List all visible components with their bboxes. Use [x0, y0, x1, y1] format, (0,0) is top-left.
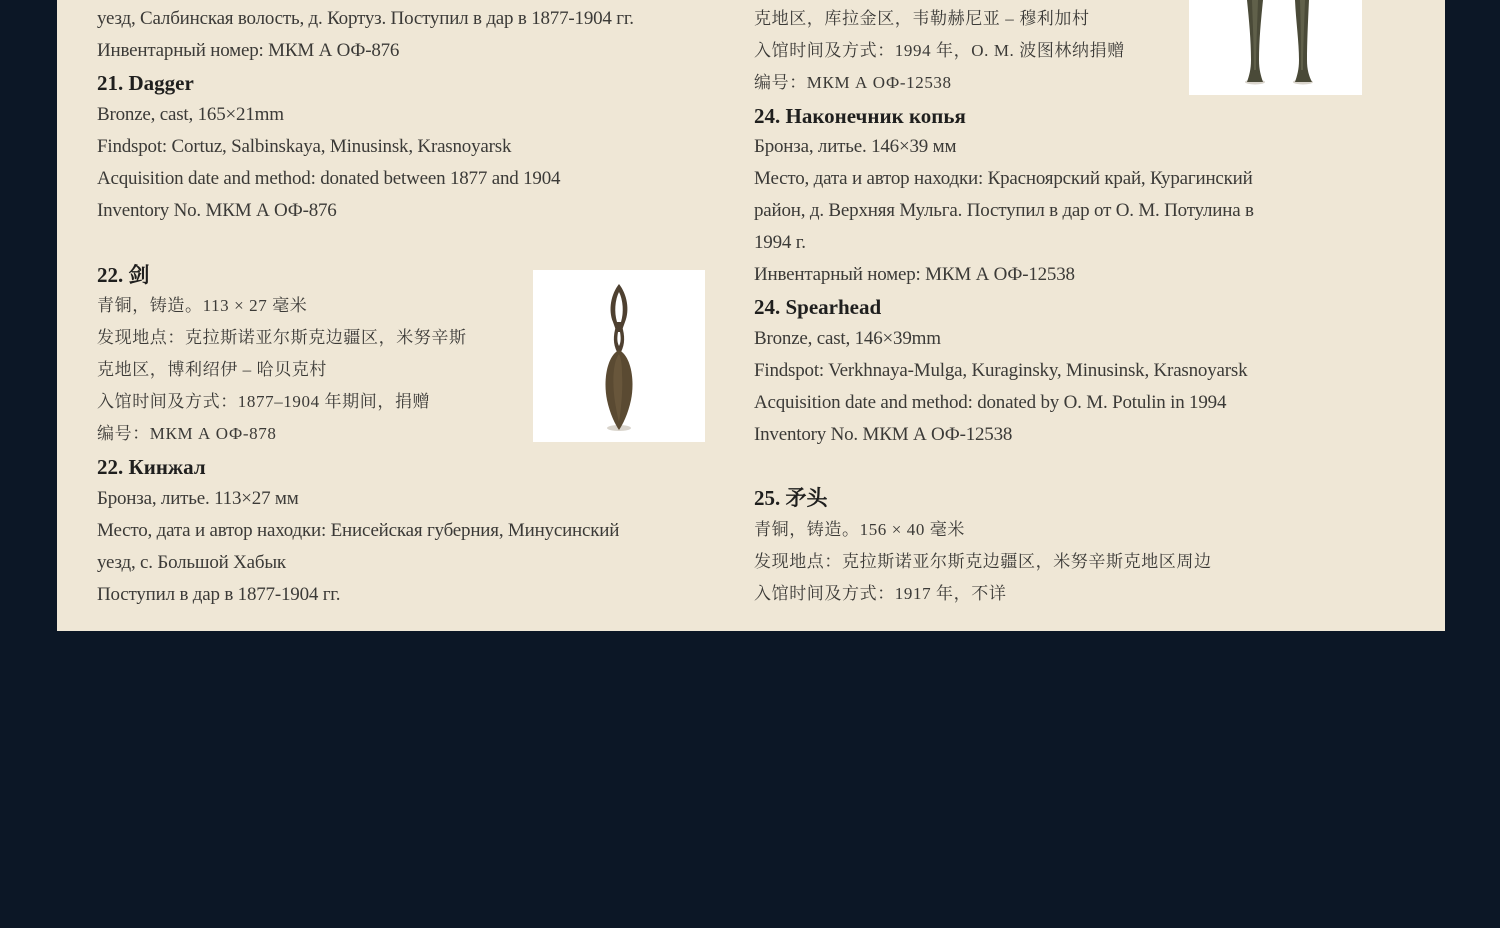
item-24-ru-inventory: Инвентарный номер: МКМ А ОФ-12538: [754, 264, 1075, 285]
spearhead-image: [1189, 0, 1362, 95]
spearhead-photo: [1189, 0, 1362, 95]
item-25-cn-findspot: 发现地点：克拉斯诺亚尔斯克边疆区，米努辛斯克地区周边: [754, 552, 1212, 571]
item-24-ru-material: Бронза, литье. 146×39 мм: [754, 136, 957, 157]
continued-text-line: уезд, Салбинская волость, д. Кортуз. Поступил в дар в 1877-1904 гг.: [97, 8, 634, 29]
item-22-cn-inventory: 编号：МКМ А ОФ-878: [97, 424, 277, 443]
item-21-inventory: Inventory No. МКМ А ОФ-876: [97, 200, 337, 221]
item-22-cn-material: 青铜，铸造。113 × 27 毫米: [97, 296, 308, 315]
item-25-cn-acquisition: 入馆时间及方式：1917 年，不详: [754, 584, 1007, 603]
item-24-en-inventory: Inventory No. МКМ А ОФ-12538: [754, 424, 1013, 445]
catalog-page: [57, 0, 1445, 631]
item-22-cn-acquisition: 入馆时间及方式：1877–1904 年期间，捐赠: [97, 392, 431, 411]
item-21-findspot: Findspot: Cortuz, Salbinskaya, Minusinsk, Krasnoyarsk: [97, 136, 512, 157]
item-22-cn-title: 22. 剑: [97, 263, 150, 287]
item-24-ru-findspot: Место, дата и автор находки: Красноярский край, Курагинский: [754, 168, 1253, 189]
item-22-ru-title: 22. Кинжал: [97, 455, 206, 479]
item-22-cn-findspot-cont: 克地区，博利绍伊 – 哈贝克村: [97, 360, 327, 379]
inventory-line: Инвентарный номер: МКМ А ОФ-876: [97, 40, 400, 61]
item-22-ru-findspot: Место, дата и автор находки: Енисейская губерния, Минусинский: [97, 520, 620, 541]
item-24-en-findspot: Findspot: Verkhnaya-Mulga, Kuraginsky, Minusinsk, Krasnoyarsk: [754, 360, 1248, 381]
dagger-image: [533, 270, 705, 442]
item-24-en-title: 24. Spearhead: [754, 295, 882, 319]
item-24-en-material: Bronze, cast, 146×39mm: [754, 328, 941, 349]
continued-cn-inventory: 编号：МКМ А ОФ-12538: [754, 73, 952, 92]
dagger-photo: [533, 270, 705, 442]
item-25-cn-material: 青铜，铸造。156 × 40 毫米: [754, 520, 966, 539]
item-24-ru-findspot-cont: район, д. Верхняя Мульга. Поступил в дар от О. М. Потулина в: [754, 200, 1254, 221]
continued-cn-acquisition: 入馆时间及方式：1994 年，О. М. 波图林纳捐赠: [754, 41, 1125, 60]
item-21-acquisition: Acquisition date and method: donated between 1877 and 1904: [97, 168, 561, 189]
item-21-title: 21. Dagger: [97, 71, 194, 95]
item-24-ru-year: 1994 г.: [754, 232, 806, 253]
item-21-material: Bronze, cast, 165×21mm: [97, 104, 284, 125]
item-24-ru-title: 24. Наконечник копья: [754, 104, 966, 128]
item-22-ru-findspot-cont: уезд, с. Большой Хабык: [97, 552, 286, 573]
continued-cn-findspot: 克地区，库拉金区，韦勒赫尼亚 – 穆利加村: [754, 9, 1090, 28]
item-22-cn-findspot: 发现地点：克拉斯诺亚尔斯克边疆区，米努辛斯: [97, 328, 467, 347]
item-22-ru-material: Бронза, литье. 113×27 мм: [97, 488, 299, 509]
item-24-en-acquisition: Acquisition date and method: donated by O. M. Potulin in 1994: [754, 392, 1227, 413]
item-22-ru-acquisition: Поступил в дар в 1877-1904 гг.: [97, 584, 341, 605]
item-25-cn-title: 25. 矛头: [754, 486, 828, 510]
